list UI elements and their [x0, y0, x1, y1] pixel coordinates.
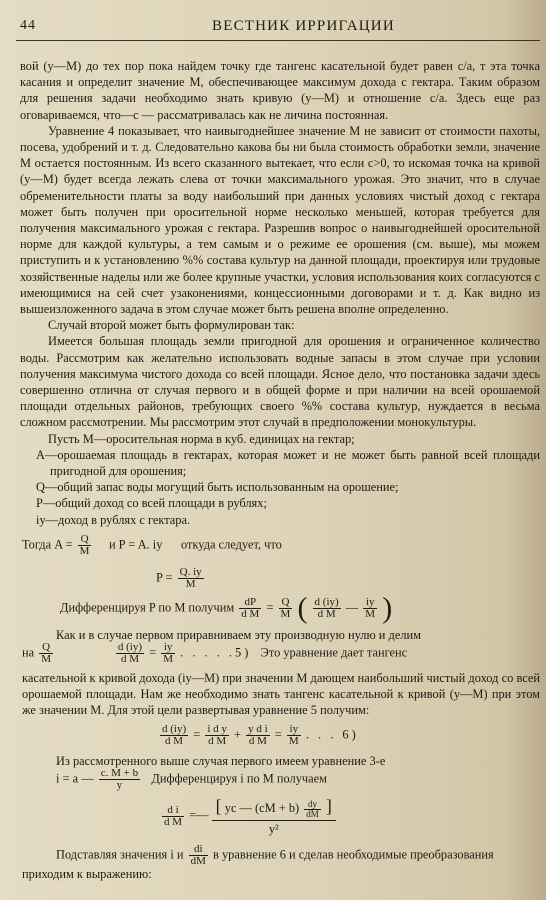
equation-5: на $\frac{Q}{M}$ $\frac{d (iу)}{\text{d M}}$ = $\frac{iу}{M}$ . . . . .5) Это уравнение дает тангенс	[22, 641, 408, 665]
paragraph-p3: Случай второй может быть формулирован так:	[48, 318, 295, 333]
equation-dp: Дифференцируя P по M получим $\frac{dP}{\text{d M}}$ = $\frac{Q}{M}$ ( $\frac{d (iу)}{\text{d M}}$ — $\frac{iу}{M}$ )	[60, 591, 393, 625]
equation-a: Тогда A = $\frac{Q}{M}$ и P = A. iу откуда следует, что	[22, 533, 282, 557]
paragraph-eq3: Из рассмотренного выше случая первого имеем уравнение 3-е	[56, 754, 386, 768]
paragraph-p6: А—орошаемая площадь в гектарах, которая может и не может быть равной всей площади пригодной для орошения;	[36, 447, 540, 479]
journal-title: ВЕСТНИК ИРРИГАЦИИ	[212, 18, 395, 34]
paragraph-p9: iу—доход в рублях с гектара.	[36, 512, 191, 527]
paragraph-p1: вой (у—М) до тех пор пока найдем точку где тангенс касательной будет равен c/a, т эта точка касания и определит значение М, обеспечивающее максимум дохода с гектара. Таким образом для решения задачи необходимо знать кривую (у—М) и отношение c/a. Здесь еще раз оговариваемся, что—с — рассматривалась как не личина постоянная.	[20, 59, 540, 122]
equation-p: P = $\frac{Q. iу}{M}$	[156, 566, 202, 590]
equation-i: i = a — $\frac{c. M + b}{y}$ Дифференцируя i по M получаем	[56, 767, 327, 791]
paragraph-p2: Уравнение 4 показывает, что наивыгоднейшее значение М не зависит от стоимости пахоты, посева, удобрений и т. д. Следовательно какова бы ни была стоимость обработки земли, значение М остается постоянным. Из всего сказанного вытекает, что если с>0, то искомая точка на кривой (у—М) будет всегда лежать слева от точки максимального урожая. Это значит, что в случае обременительности платы за воду наибольший при данных условиях чистый доход с гектара может быть получен при оросительной норме несколько меньшей, которая требуется для получения максимального урожая с гектара. Разрешив вопрос о наивыгоднейшей оросительной норме для каждой культуры, а тем самым и о режиме ее орошения (см. выше), мы можем приступить и к установлению %% состава культур на данной площади, проектируя или трудовые хозяйственные наделы или же более крупные участки, условия использования коих согласуются с имеющимися на сей счет узаконениями, концессионными договорами и т. д. Как видно из вышеизложенного задача в этом случае может быть решена вполне определенно.	[20, 123, 540, 317]
page-number: 44	[20, 18, 36, 33]
paragraph-p8: Р—общий доход со всей площади в рублях;	[36, 496, 267, 511]
paragraph-substitute: Подставляя значения i и $\frac{di}{dM}$ в уравнение 6 и сделав необходимые преобразования приходим к выражению:	[22, 843, 494, 881]
paragraph-tangent: касательной к кривой дохода (iу—М) при значении М дающем наибольший чистый доход со всей орошаемой площади. Нам же необходимо знать тангенс касательной к кривой (у—М) при этом же значении М. Для этой цели развертывая уравнение 5 получим:	[22, 671, 540, 718]
paragraph-derivative: Как и в случае первом приравниваем эту производную нулю и делим	[56, 628, 421, 642]
paragraph-p7: Q—общий запас воды могущий быть использованным на орошение;	[36, 480, 399, 495]
equation-di: $\frac{\text{d i}}{\text{d M}}$ =— [ yc — (cM + b) $\frac{dy}{dM}$ ] y²	[160, 796, 336, 837]
paragraph-p4: Имеется большая площадь земли пригодной для орошения и ограниченное количество воды. Рассмотрим как желательно использовать водные запасы в этом случае при условии получения максимума чистого дохода со всей площади. Ясное дело, что постановка задачи здесь совершенно отлична от случая первого и в общей форме и при наличии на всей орошаемой площади отдельных районов, требующих своего %% состава культур, нуждается в весьма сложном рассмотрении. Мы рассмотрим этот случай в предположении монокультуры.	[20, 334, 540, 430]
equation-6: $\frac{d (iу)}{\text{d M}}$ = $\frac{\text{i d y}}{\text{d M}}$ + $\frac{\text{y d i}}{\text{d M}}$ = $\frac{iу}{M}$ . . . 6)	[162, 723, 359, 747]
paragraph-p5: Пусть М—оросительная норма в куб. единицах на гектар;	[48, 431, 355, 446]
running-header	[16, 16, 540, 41]
article-body	[20, 58, 540, 528]
